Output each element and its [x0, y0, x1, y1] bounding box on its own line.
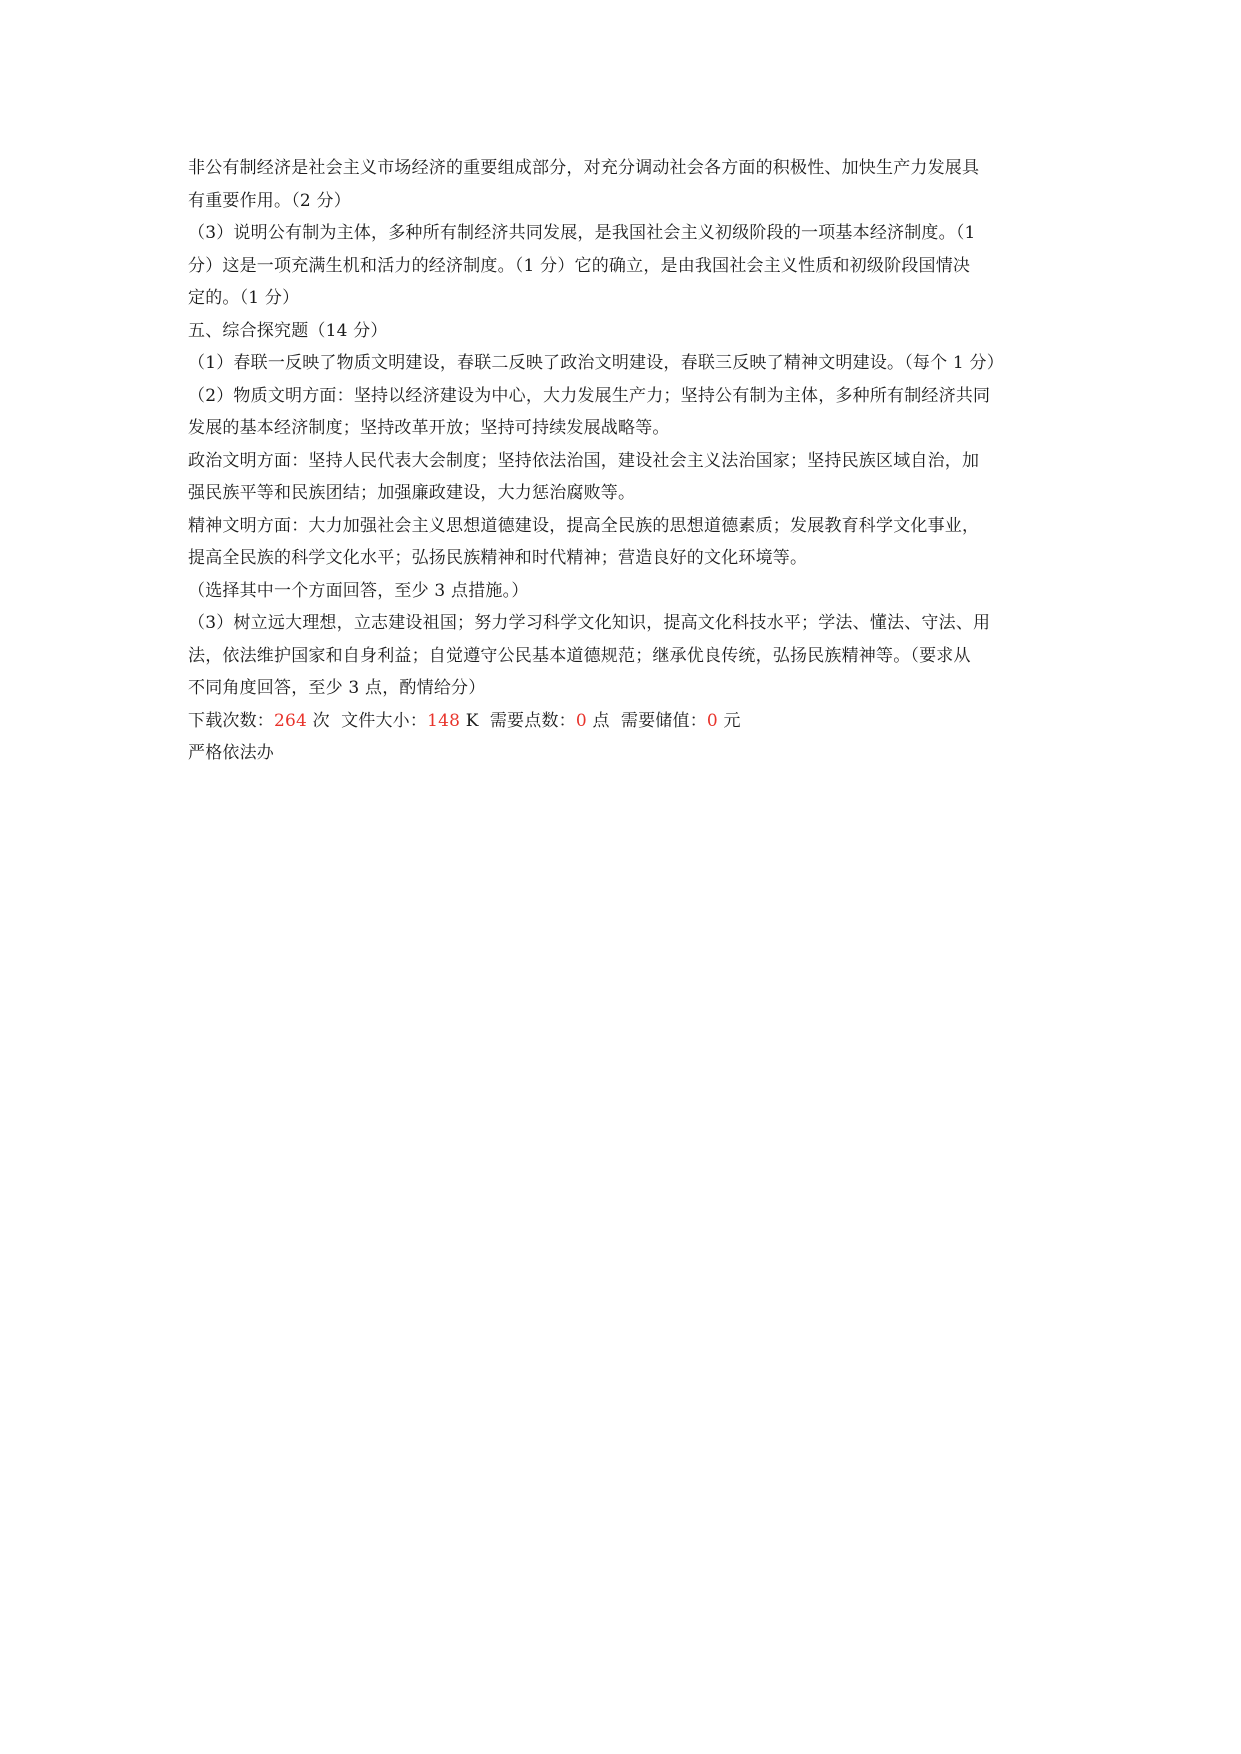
text-line-3: （3）说明公有制为主体，多种所有制经济共同发展，是我国社会主义初级阶段的一项基本经济制度。（1 [188, 223, 976, 243]
text-line-14: （选择其中一个方面回答，至少 3 点措施。） [188, 580, 529, 601]
text-line-11: 强民族平等和民族团结；加强廉政建设，大力惩治腐败等。 [188, 483, 636, 503]
download-info-line [188, 705, 1056, 738]
cost-unit: 元 [717, 710, 741, 731]
last-text-line: 严格依法办 [188, 743, 274, 763]
text-line-2: 有重要作用。（2 分） [188, 190, 351, 211]
cost-value: 0 [706, 710, 718, 731]
text-line-12: 精神文明方面：大力加强社会主义思想道德建设，提高全民族的思想道德素质；发展教育科学文化事业， [188, 515, 980, 536]
cost-label: 需要储值： [620, 710, 707, 731]
text-line-7: （1）春联一反映了物质文明建设，春联二反映了政治文明建设，春联三反映了精神文明建设。（每个 1 分） [188, 353, 1004, 373]
document-page [188, 152, 1056, 770]
text-line-10: 政治文明方面：坚持人民代表大会制度；坚持依法治国，建设社会主义法治国家；坚持民族区域自治，加 [188, 450, 980, 471]
points-label: 需要点数： [489, 710, 576, 731]
points-unit: 点 [586, 710, 621, 731]
file-size-label: 文件大小： [341, 710, 428, 731]
file-size-unit: K [460, 710, 490, 731]
text-line-1: 非公有制经济是社会主义市场经济的重要组成部分，对充分调动社会各方面的积极性、加快生产力发展具 [188, 158, 980, 178]
text-line-13: 提高全民族的科学文化水平；弘扬民族精神和时代精神；营造良好的文化环境等。 [188, 548, 808, 568]
file-size-value: 148 [427, 710, 461, 731]
points-value: 0 [575, 710, 587, 731]
section-heading: 五、综合探究题（14 分） [188, 320, 388, 341]
downloads-value: 264 [274, 710, 308, 731]
text-line-15: （3）树立远大理想，立志建设祖国；努力学习科学文化知识，提高文化科技水平；学法、懂法、守法、用 [188, 613, 991, 633]
downloads-label: 下载次数： [188, 710, 274, 731]
downloads-unit: 次 [307, 710, 342, 731]
text-line-5: 定的。（1 分） [188, 288, 300, 308]
text-line-16: 法，依法维护国家和自身利益；自觉遵守公民基本道德规范；继承优良传统，弘扬民族精神等。（要求从 [188, 645, 971, 666]
text-line-4: 分）这是一项充满生机和活力的经济制度。（1 分）它的确立，是由我国社会主义性质和初级阶段国情决 [188, 255, 971, 276]
text-line-17: 不同角度回答，至少 3 点，酌情给分） [188, 678, 486, 698]
text-line-8: （2）物质文明方面：坚持以经济建设为中心，大力发展生产力；坚持公有制为主体，多种所有制经济共同 [188, 385, 991, 406]
text-line-9: 发展的基本经济制度；坚持改革开放；坚持可持续发展战略等。 [188, 418, 670, 438]
